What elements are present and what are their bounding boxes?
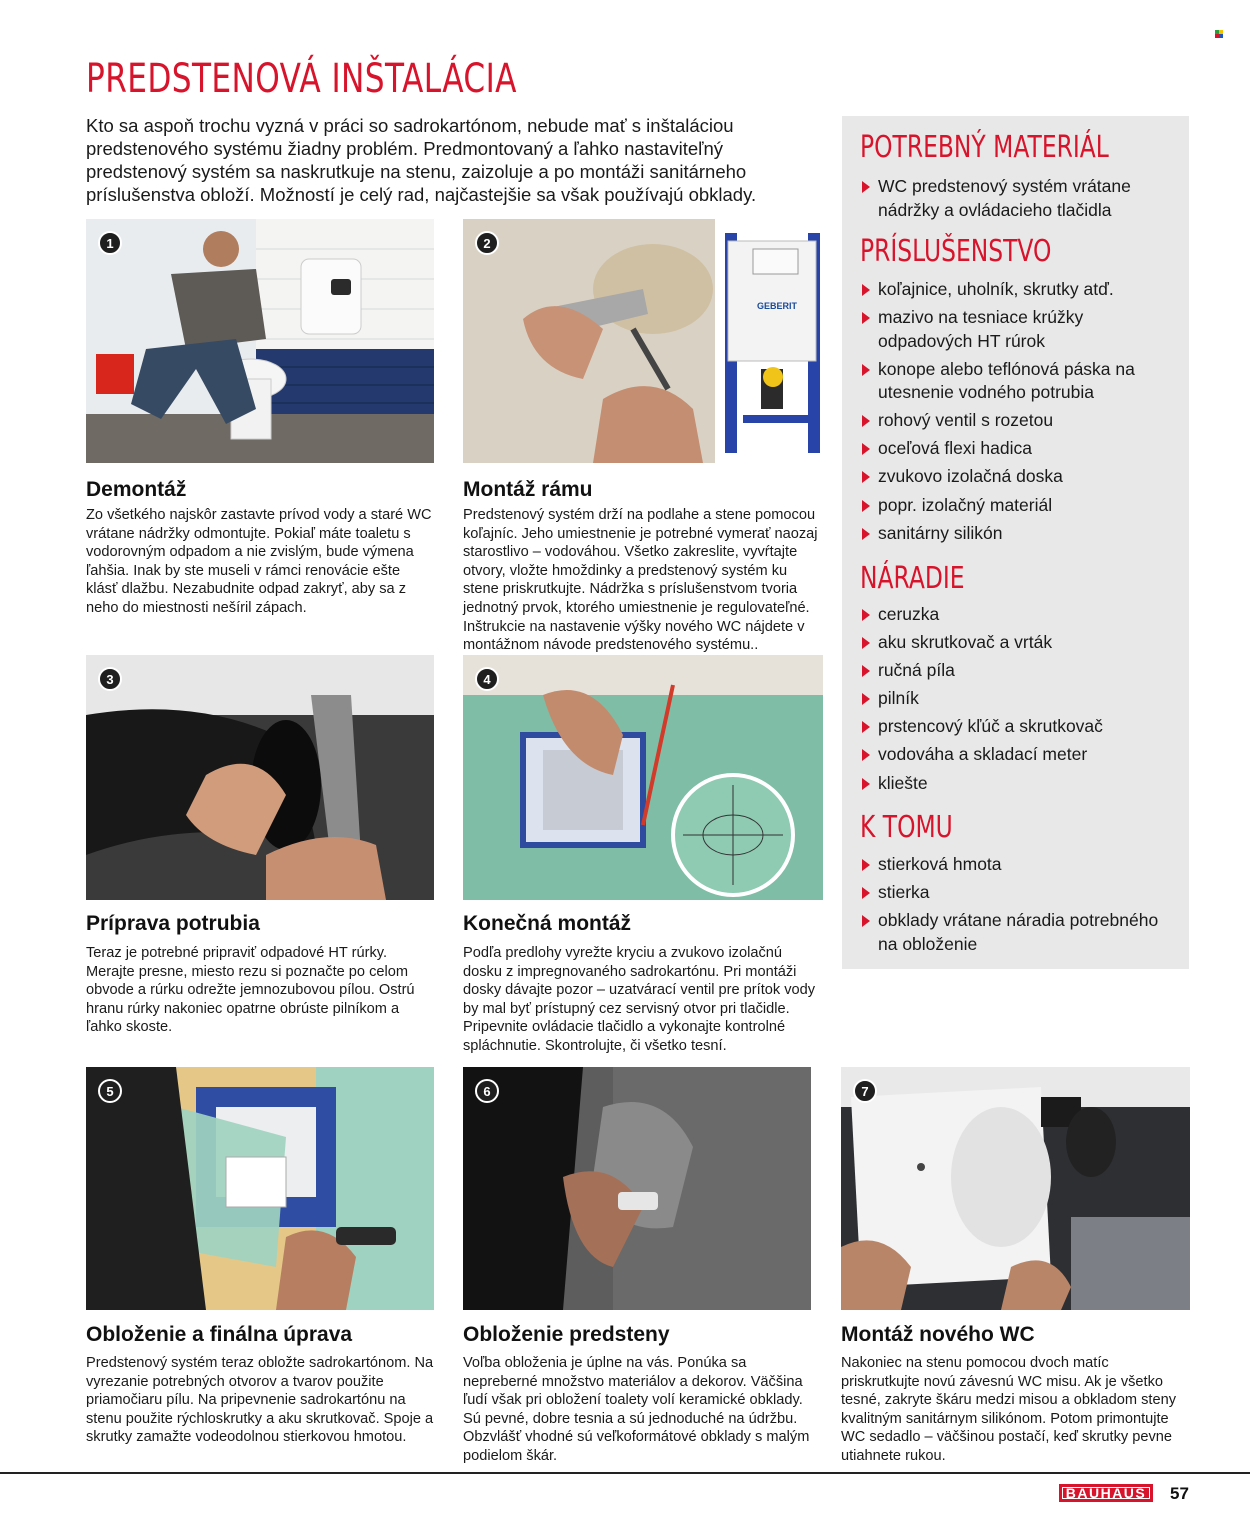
list-item: pilník <box>860 687 1180 711</box>
step-4-text: Podľa predlohy vyrežte kryciu a zvukovo izolačnú dosku z impregnovaného sadrokartónu. Pri montáži dosky dávajte pozor – uzatvárací ventil pre prítok vody by mal byť prístupný cez servisný otvor pri tlačidle. Pripevnite ovládacie tlačidlo a vykonajte kontrolné spláchnutie. Skontrolujte, či všetko tesní. <box>463 945 816 1054</box>
list-item: obklady vrátane náradia potrebného na obloženie <box>860 909 1180 956</box>
list-item: sanitárny silikón <box>860 522 1180 546</box>
step-5-text: Predstenový systém teraz obložte sadrokartónom. Na vyrezanie potrebných otvorov a tvarov použite priamočiaru pílu. Na pripevnenie sadrokartónu na stenu použite rýchloskrutky a aku skrutkovač. Spoje a skrutky zamažte vodeodolnou stierkovou hmotou. <box>86 1355 434 1446</box>
step-7-badge: 7 <box>853 1079 877 1103</box>
step-4-title: Konečná montáž <box>463 912 632 935</box>
color-mark-icon <box>1215 30 1223 38</box>
step-5-badge: 5 <box>98 1079 122 1103</box>
step-4-photo <box>463 655 823 900</box>
material-list <box>860 175 1180 227</box>
step-7-title: Montáž nového WC <box>841 1323 1035 1346</box>
list-item: aku skrutkovač a vrták <box>860 631 1180 655</box>
intro-paragraph: Kto sa aspoň trochu vyzná v práci so sadrokartónom, nebude mať s inštaláciou predstenového systému žiadny problém. Predmontovaný a ľahko nastaviteľný predstenový systém sa naskrutkuje na stenu, zaizoluje a po montáži sanitárneho príslušenstva obloží. Možností je celý rad, najčastejšie sa však používajú obklady. <box>86 115 757 205</box>
geberit-label: GEBERIT <box>757 301 798 311</box>
list-item: ručná píla <box>860 659 1180 683</box>
step-6-title: Obloženie predsteny <box>463 1323 670 1346</box>
step-2-text: Predstenový systém drží na podlahe a stene pomocou koľajníc. Jeho umiestnenie je potrebné vymerať naozaj starostlivo – vodováhou. Všetko zakreslite, vyvŕtajte otvory, vložte hmoždinky a predstenový systém ku stene priskrutkujte. Nádržka s príslušenstvom tvoria jednotný prvok, ktorého umiestnenie je regulovateľné. Inštrukcie na nastavenie výšky nového WC nájdete v montážnom návode predstenového systému.. <box>463 507 818 654</box>
list-item: konope alebo teflónová páska na utesnenie vodného potrubia <box>860 358 1180 405</box>
footer-rule <box>0 1472 1250 1474</box>
accessories-list <box>860 278 1180 550</box>
step-3-badge: 3 <box>98 667 122 691</box>
step-6-text: Voľba obloženia je úplne na vás. Ponúka sa nepreberné množstvo materiálov a dekorov. Väčšina ľudí však pri obložení toalety volí keramické obklady. Sú pevné, dobre tesnia a sú jednoduché na údržbu. Obzvlášť vhodné sú veľkoformátové obklady s malým podielom škár. <box>463 1355 810 1464</box>
step-2-title: Montáž rámu <box>463 478 593 501</box>
page-number: 57 <box>1170 1484 1189 1503</box>
materials-sidebar <box>842 116 1189 969</box>
sidebar-heading-extra: K TOMU <box>860 810 953 845</box>
list-item: vodováha a skladací meter <box>860 743 1180 767</box>
sidebar-heading-material: POTREBNÝ MATERIÁL <box>860 130 1109 165</box>
tools-list <box>860 603 1180 800</box>
page-title: PREDSTENOVÁ INŠTALÁCIA <box>86 56 517 102</box>
sidebar-heading-accessories: PRÍSLUŠENSTVO <box>860 234 1052 269</box>
step-1-text: Zo všetkého najskôr zastavte prívod vody a staré WC vrátane nádržky odmontujte. Pokiaľ máte toaletu s vodorovným odpadom a nie zvislým, bude výmena ľahšia. Inak by ste museli v rámci renovácie ešte klásť dlažbu. Nezabudnite odpad zakryť, aby sa z neho do miestnosti nešíril zápach. <box>86 507 432 616</box>
step-3-photo <box>86 655 434 900</box>
list-item: stierka <box>860 881 1180 905</box>
brand-logo: BAUHAUS <box>1059 1484 1153 1502</box>
step-5-photo <box>86 1067 434 1310</box>
step-2-badge: 2 <box>475 231 499 255</box>
list-item: mazivo na tesniace krúžky odpadových HT rúrok <box>860 306 1180 353</box>
step-1-title: Demontáž <box>86 478 187 501</box>
list-item: kliešte <box>860 772 1180 796</box>
list-item: zvukovo izolačná doska <box>860 465 1180 489</box>
list-item: rohový ventil s rozetou <box>860 409 1180 433</box>
list-item: stierková hmota <box>860 853 1180 877</box>
sidebar-heading-tools: NÁRADIE <box>860 561 965 596</box>
list-item: prstencový kľúč a skrutkovač <box>860 715 1180 739</box>
step-6-badge: 6 <box>475 1079 499 1103</box>
step-5-title: Obloženie a finálna úprava <box>86 1323 353 1346</box>
list-item: koľajnice, uholník, skrutky atď. <box>860 278 1180 302</box>
step-6-photo <box>463 1067 811 1310</box>
step-7-photo <box>841 1067 1190 1310</box>
step-3-text: Teraz je potrebné pripraviť odpadové HT rúrky. Merajte presne, miesto rezu si poznačte po celom obvode a rúrku odrežte jemnozubovou pílou. Ostrú hranu rúrky nakoniec opatrne obrúste pilníkom a ľahko skoste. <box>86 945 415 1036</box>
extra-list <box>860 853 1180 961</box>
list-item: WC predstenový systém vrátane nádržky a ovládacieho tlačidla <box>860 175 1180 222</box>
step-1-badge: 1 <box>98 231 122 255</box>
step-3-title: Príprava potrubia <box>86 912 260 935</box>
step-7-text: Nakoniec na stenu pomocou dvoch matíc priskrutkujte novú závesnú WC misu. Ak je všetko tesné, zakryte škáru medzi misou a obkladom steny kvalitným sanitárnym silikónom. Potom primontujte WC sedadlo – väčšinou postačí, keď skrutky pevne utiahnete rukou. <box>841 1355 1176 1464</box>
list-item: popr. izolačný materiál <box>860 494 1180 518</box>
step-4-badge: 4 <box>475 667 499 691</box>
list-item: ceruzka <box>860 603 1180 627</box>
list-item: oceľová flexi hadica <box>860 437 1180 461</box>
step-2-photo <box>463 219 823 463</box>
step-1-photo <box>86 219 434 463</box>
